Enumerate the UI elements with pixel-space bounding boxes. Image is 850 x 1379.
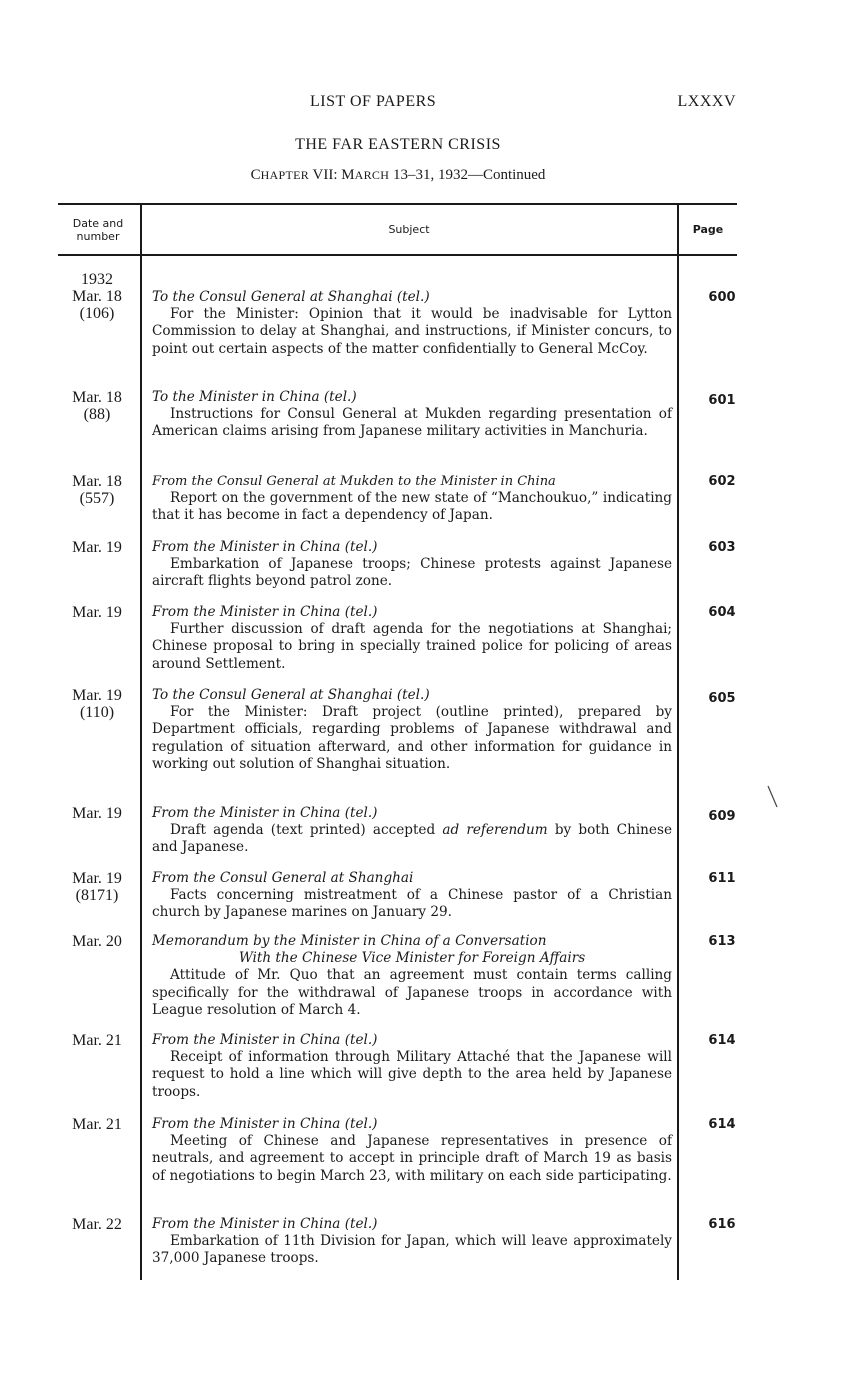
column-header-page: Page <box>692 223 724 236</box>
entry-date: Mar. 19 <box>72 539 122 556</box>
entry-date: Mar. 21 <box>72 1116 122 1133</box>
entry-body: Facts concerning mistreatment of a Chinese pastor of a Christian church by Japanese marines on January 29. <box>152 887 672 921</box>
entry-date: Mar. 19 <box>72 604 122 621</box>
entry-page: 614 <box>708 1117 736 1132</box>
entry-subject <box>152 870 672 922</box>
entry-page: 603 <box>708 540 736 555</box>
entry-subject <box>152 539 672 591</box>
entry-body: For the Minister: Draft project (outline printed), prepared by Department officials, regarding problems of Japanese withdrawal and regulation of situation afterward, and other information for guidance in working out solution of Shanghai situation. <box>152 704 672 772</box>
entry-heading: From the Minister in China (tel.) <box>152 1216 378 1232</box>
entry-subject <box>152 289 672 358</box>
entry-date: Mar. 19 <box>72 805 122 822</box>
entry-heading: From the Consul General at Shanghai <box>152 870 414 886</box>
entry-subject <box>152 933 672 1019</box>
entry-page: 605 <box>708 691 736 706</box>
entry-page: 611 <box>708 871 736 886</box>
entry-date: Mar. 19 (110) <box>72 687 122 721</box>
entry-page: 609 <box>708 809 736 824</box>
entry-subject <box>152 604 672 673</box>
column-header-subject: Subject <box>388 223 430 236</box>
entry-body: Attitude of Mr. Quo that an agreement must contain terms calling specifically for the withdrawal of Japanese troops in accordance with League resolution of March 4. <box>152 967 672 1018</box>
entry-heading: From the Minister in China (tel.) <box>152 539 378 555</box>
entry-body: Report on the government of the new state of “Manchoukuo,” indicating that it has become in fact a dependency of Japan. <box>152 490 672 524</box>
entry-page: 616 <box>708 1217 736 1232</box>
entry-date: Mar. 22 <box>72 1216 122 1233</box>
entry-page: 601 <box>708 393 736 408</box>
running-title: LIST OF PAPERS <box>310 93 437 110</box>
entry-subject <box>152 1216 672 1268</box>
entry-heading: To the Consul General at Shanghai (tel.) <box>152 687 430 703</box>
entry-subject <box>152 473 672 525</box>
entry-date: Mar. 20 <box>72 933 122 950</box>
entry-body: Embarkation of 11th Division for Japan, which will leave approximately 37,000 Japanese troops. <box>152 1233 672 1267</box>
entry-body: Embarkation of Japanese troops; Chinese protests against Japanese aircraft flights beyond patrol zone. <box>152 556 672 590</box>
entry-body: Instructions for Consul General at Mukden regarding presentation of American claims arising from Japanese military activities in Manchuria. <box>152 406 672 440</box>
entry-subject <box>152 1116 672 1185</box>
entry-heading: To the Consul General at Shanghai (tel.) <box>152 289 430 305</box>
table-top-rule <box>58 203 737 205</box>
chapter-title: CHAPTER VII: MARCH 13–31, 1932—Continued <box>250 167 546 183</box>
column-divider-left <box>140 203 142 1280</box>
entry-body: Meeting of Chinese and Japanese representatives in presence of neutrals, and agreement to accept in principle draft of March 19 as basis of negotiations to begin March 23, with military on each side participating. <box>152 1133 672 1184</box>
entry-body: Draft agenda (text printed) accepted ad referendum by both Chinese and Japanese. <box>152 822 672 856</box>
column-header-date: Date and number <box>72 217 124 243</box>
entry-heading: From the Minister in China (tel.) <box>152 1116 378 1132</box>
entry-heading: From the Minister in China (tel.) <box>152 1032 378 1048</box>
entry-subject <box>152 1032 672 1101</box>
column-divider-right <box>677 203 679 1280</box>
entry-date: Mar. 18 (557) <box>72 473 122 507</box>
entry-subject <box>152 389 672 441</box>
section-title: THE FAR EASTERN CRISIS <box>295 136 501 153</box>
entry-heading-continued: With the Chinese Vice Minister for Foreign Affairs <box>238 950 586 967</box>
entry-heading: To the Minister in China (tel.) <box>152 389 357 405</box>
table-head-rule <box>58 254 737 256</box>
entry-body: For the Minister: Opinion that it would be inadvisable for Lytton Commission to delay at Shanghai, and instructions, if Minister concurs, to point out certain aspects of the matter confidentially to General McCoy. <box>152 306 672 357</box>
entry-page: 604 <box>708 605 736 620</box>
entry-date: Mar. 18 (88) <box>72 389 122 423</box>
entry-body: Receipt of information through Military Attaché that the Japanese will request to hold a line which will give depth to the area held by Japanese troops. <box>152 1049 672 1100</box>
entry-heading: From the Consul General at Mukden to the Minister in China <box>152 474 556 489</box>
entry-page: 613 <box>708 934 736 949</box>
entry-date: Mar. 19 (8171) <box>72 870 122 904</box>
entry-heading: Memorandum by the Minister in China of a Conversation <box>152 933 547 949</box>
entry-page: 614 <box>708 1033 736 1048</box>
entry-subject <box>152 805 672 857</box>
entry-page: 602 <box>708 474 736 489</box>
entry-subject <box>152 687 672 773</box>
entry-page: 600 <box>708 290 736 305</box>
entry-heading: From the Minister in China (tel.) <box>152 805 378 821</box>
page-folio: LXXXV <box>677 93 736 110</box>
entry-heading: From the Minister in China (tel.) <box>152 604 378 620</box>
entry-body: Further discussion of draft agenda for the negotiations at Shanghai; Chinese proposal to bring in specially trained police for policing of areas around Settlement. <box>152 621 672 672</box>
entry-date: Mar. 21 <box>72 1032 122 1049</box>
running-header <box>60 93 736 115</box>
entry-date: 1932 Mar. 18 (106) <box>72 271 122 322</box>
scan-mark <box>766 784 780 810</box>
